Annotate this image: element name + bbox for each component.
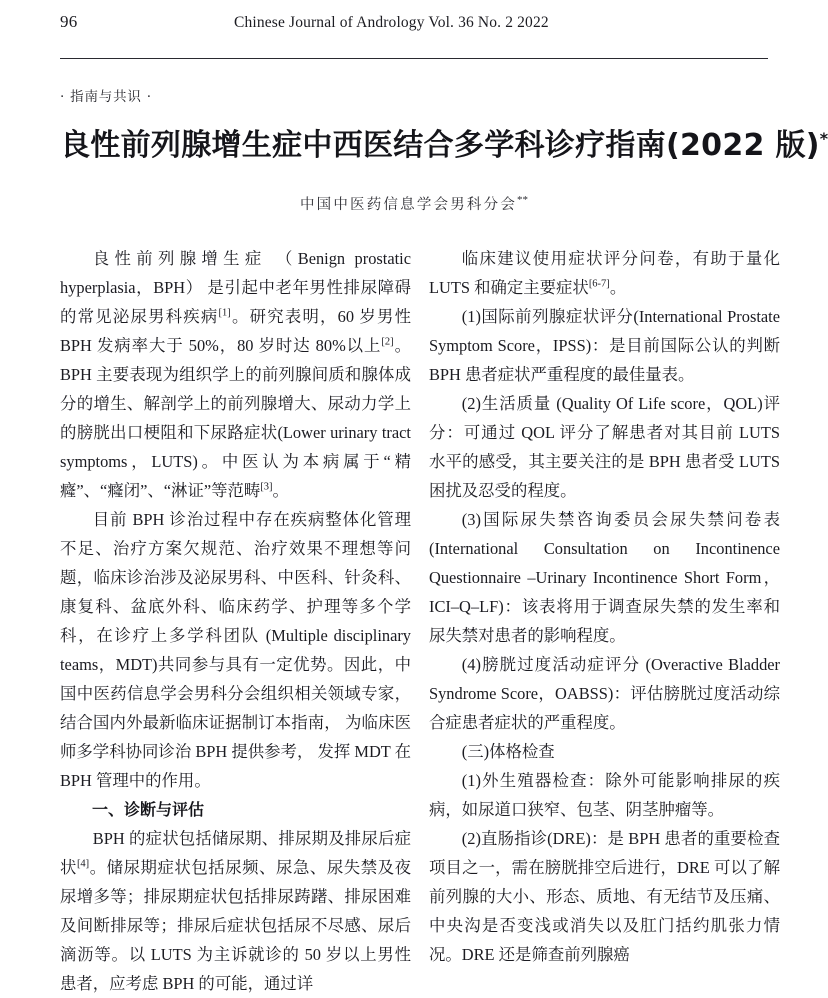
reference-marker: [1] <box>218 307 231 319</box>
paragraph-text: 。储尿期症状包括尿频、尿急、尿失禁及夜尿增多等；排尿期症状包括排尿踌躇、排尿困难及间断排尿等；排尿后症状包括尿不尽感、尿后滴沥等。以 LUTS 为主诉就诊的 50 岁以上男性患者，应考虑 BPH 的可能，通过详 <box>60 857 411 993</box>
reference-marker: [2] <box>381 336 394 348</box>
running-head <box>60 0 768 52</box>
paragraph-genital-exam: (1)外生殖器检查：除外可能影响排尿的疾病，如尿道口狭窄、包茎、阴茎肿瘤等。 <box>429 770 780 819</box>
paragraph-text: 。研究表明，60 岁男性 BPH 发病率大于 50%，80 岁时达 80%以上 <box>60 306 411 355</box>
left-column <box>60 244 411 998</box>
reference-marker: [4] <box>76 858 90 870</box>
paragraph-ipss: (1)国际前列腺症状评分(International Prostate Symptom Score，IPSS)：是目前国际公认的判断 BPH 患者症状严重程度的最佳量表。 <box>429 306 780 384</box>
paragraph-mdt: 目前 BPH 诊治过程中存在疾病整体化管理不足、治疗方案欠规范、治疗效果不理想等问题，临床诊治涉及泌尿男科、中医科、针灸科、康复科、盆底外科、临床药学、护理等多个学科，在诊疗上多学科团队 (Multiple disciplinary teams，MDT)共同参与具有一定优势。因此，中国中医药信息学会男科分会组织相关领域专家，结合国内外最新临床证据制订本指南， 为临床医师多学科协同诊治 BPH 提供参考， 发挥 MDT 在 BPH 管理中的作用。 <box>60 509 411 790</box>
paragraph-text: BPH 的症状包括储尿期、排尿期及排尿后症状 <box>60 828 411 877</box>
page-number: 96 <box>60 12 78 31</box>
paragraph-questionnaire <box>429 244 780 302</box>
header-rule <box>60 58 768 59</box>
paragraph-text: 。BPH 主要表现为组织学上的前列腺间质和腺体成分的增生、解剖学上的前列腺增大、尿动力学上的膀胱出口梗阻和下尿路症状(Lower urinary tract symptoms，LUTS)。中医认为本病属于“精癃”、“癃闭”、“淋证”等范畴 <box>60 335 411 500</box>
paragraph-qol: (2)生活质量 (Quality Of Life score，QOL)评分：可通过 QOL 评分了解患者对其目前 LUTS 水平的感受，其主要关注的是 BPH 患者受 LUTS 困扰及忍受的程度。 <box>429 393 780 500</box>
subsection-heading-physical-exam: (三)体格检查 <box>461 741 555 761</box>
reference-marker: [3] <box>260 481 273 493</box>
paragraph-dre: (2)直肠指诊(DRE)：是 BPH 患者的重要检查项目之一，需在膀胱排空后进行，DRE 可以了解前列腺的大小、形态、质地、有无结节及压痛、中央沟是否变浅或消失以及肛门括约肌张力情况。DRE 还是筛查前列腺癌 <box>429 828 780 964</box>
title-block <box>60 127 828 214</box>
byline <box>60 193 768 214</box>
journal-citation-line: Chinese Journal of Andrology Vol. 36 No. 2 2022 <box>234 14 549 31</box>
title-footnote-marker: * <box>819 129 828 148</box>
paragraph-intro <box>60 244 411 505</box>
paragraph-symptoms <box>60 824 411 998</box>
byline-organization: 中国中医药信息学会男科分会 <box>299 196 518 213</box>
byline-footnote-marker: ** <box>517 193 529 206</box>
paragraph-text: 。 <box>272 480 289 500</box>
paragraph-text: 良性前列腺增生症 （Benign prostatic hyperplasia，BPH） 是引起中老年男性排尿障碍的常见泌尿男科疾病 <box>60 248 411 326</box>
paragraph-oabss: (4)膀胱过度活动症评分 (Overactive Bladder Syndrome Score，OABSS)：评估膀胱过度活动综合症患者症状的严重程度。 <box>429 654 780 732</box>
paragraph-text: 临床建议使用症状评分问卷，有助于量化 LUTS 和确定主要症状 <box>429 248 780 297</box>
page-title-text: 良性前列腺增生症中西医结合多学科诊疗指南(2022 版) <box>60 128 820 163</box>
reference-marker: [6-7] <box>588 278 610 290</box>
paragraph-text: 。 <box>609 277 627 297</box>
page-title <box>60 127 828 165</box>
paragraph-iciq: (3)国际尿失禁咨询委员会尿失禁问卷表(International Consultation on Incontinence Questionnaire –Urinary Incontinence Short Form，ICI–Q–LF)：该表将用于调查尿失禁的发生率和尿失禁对患者的影响程度。 <box>429 509 780 645</box>
section-heading-diagnosis: 一、诊断与评估 <box>92 799 205 819</box>
body-columns <box>60 244 780 998</box>
right-column <box>429 244 780 969</box>
section-kicker: · 指南与共识 · <box>60 89 152 105</box>
